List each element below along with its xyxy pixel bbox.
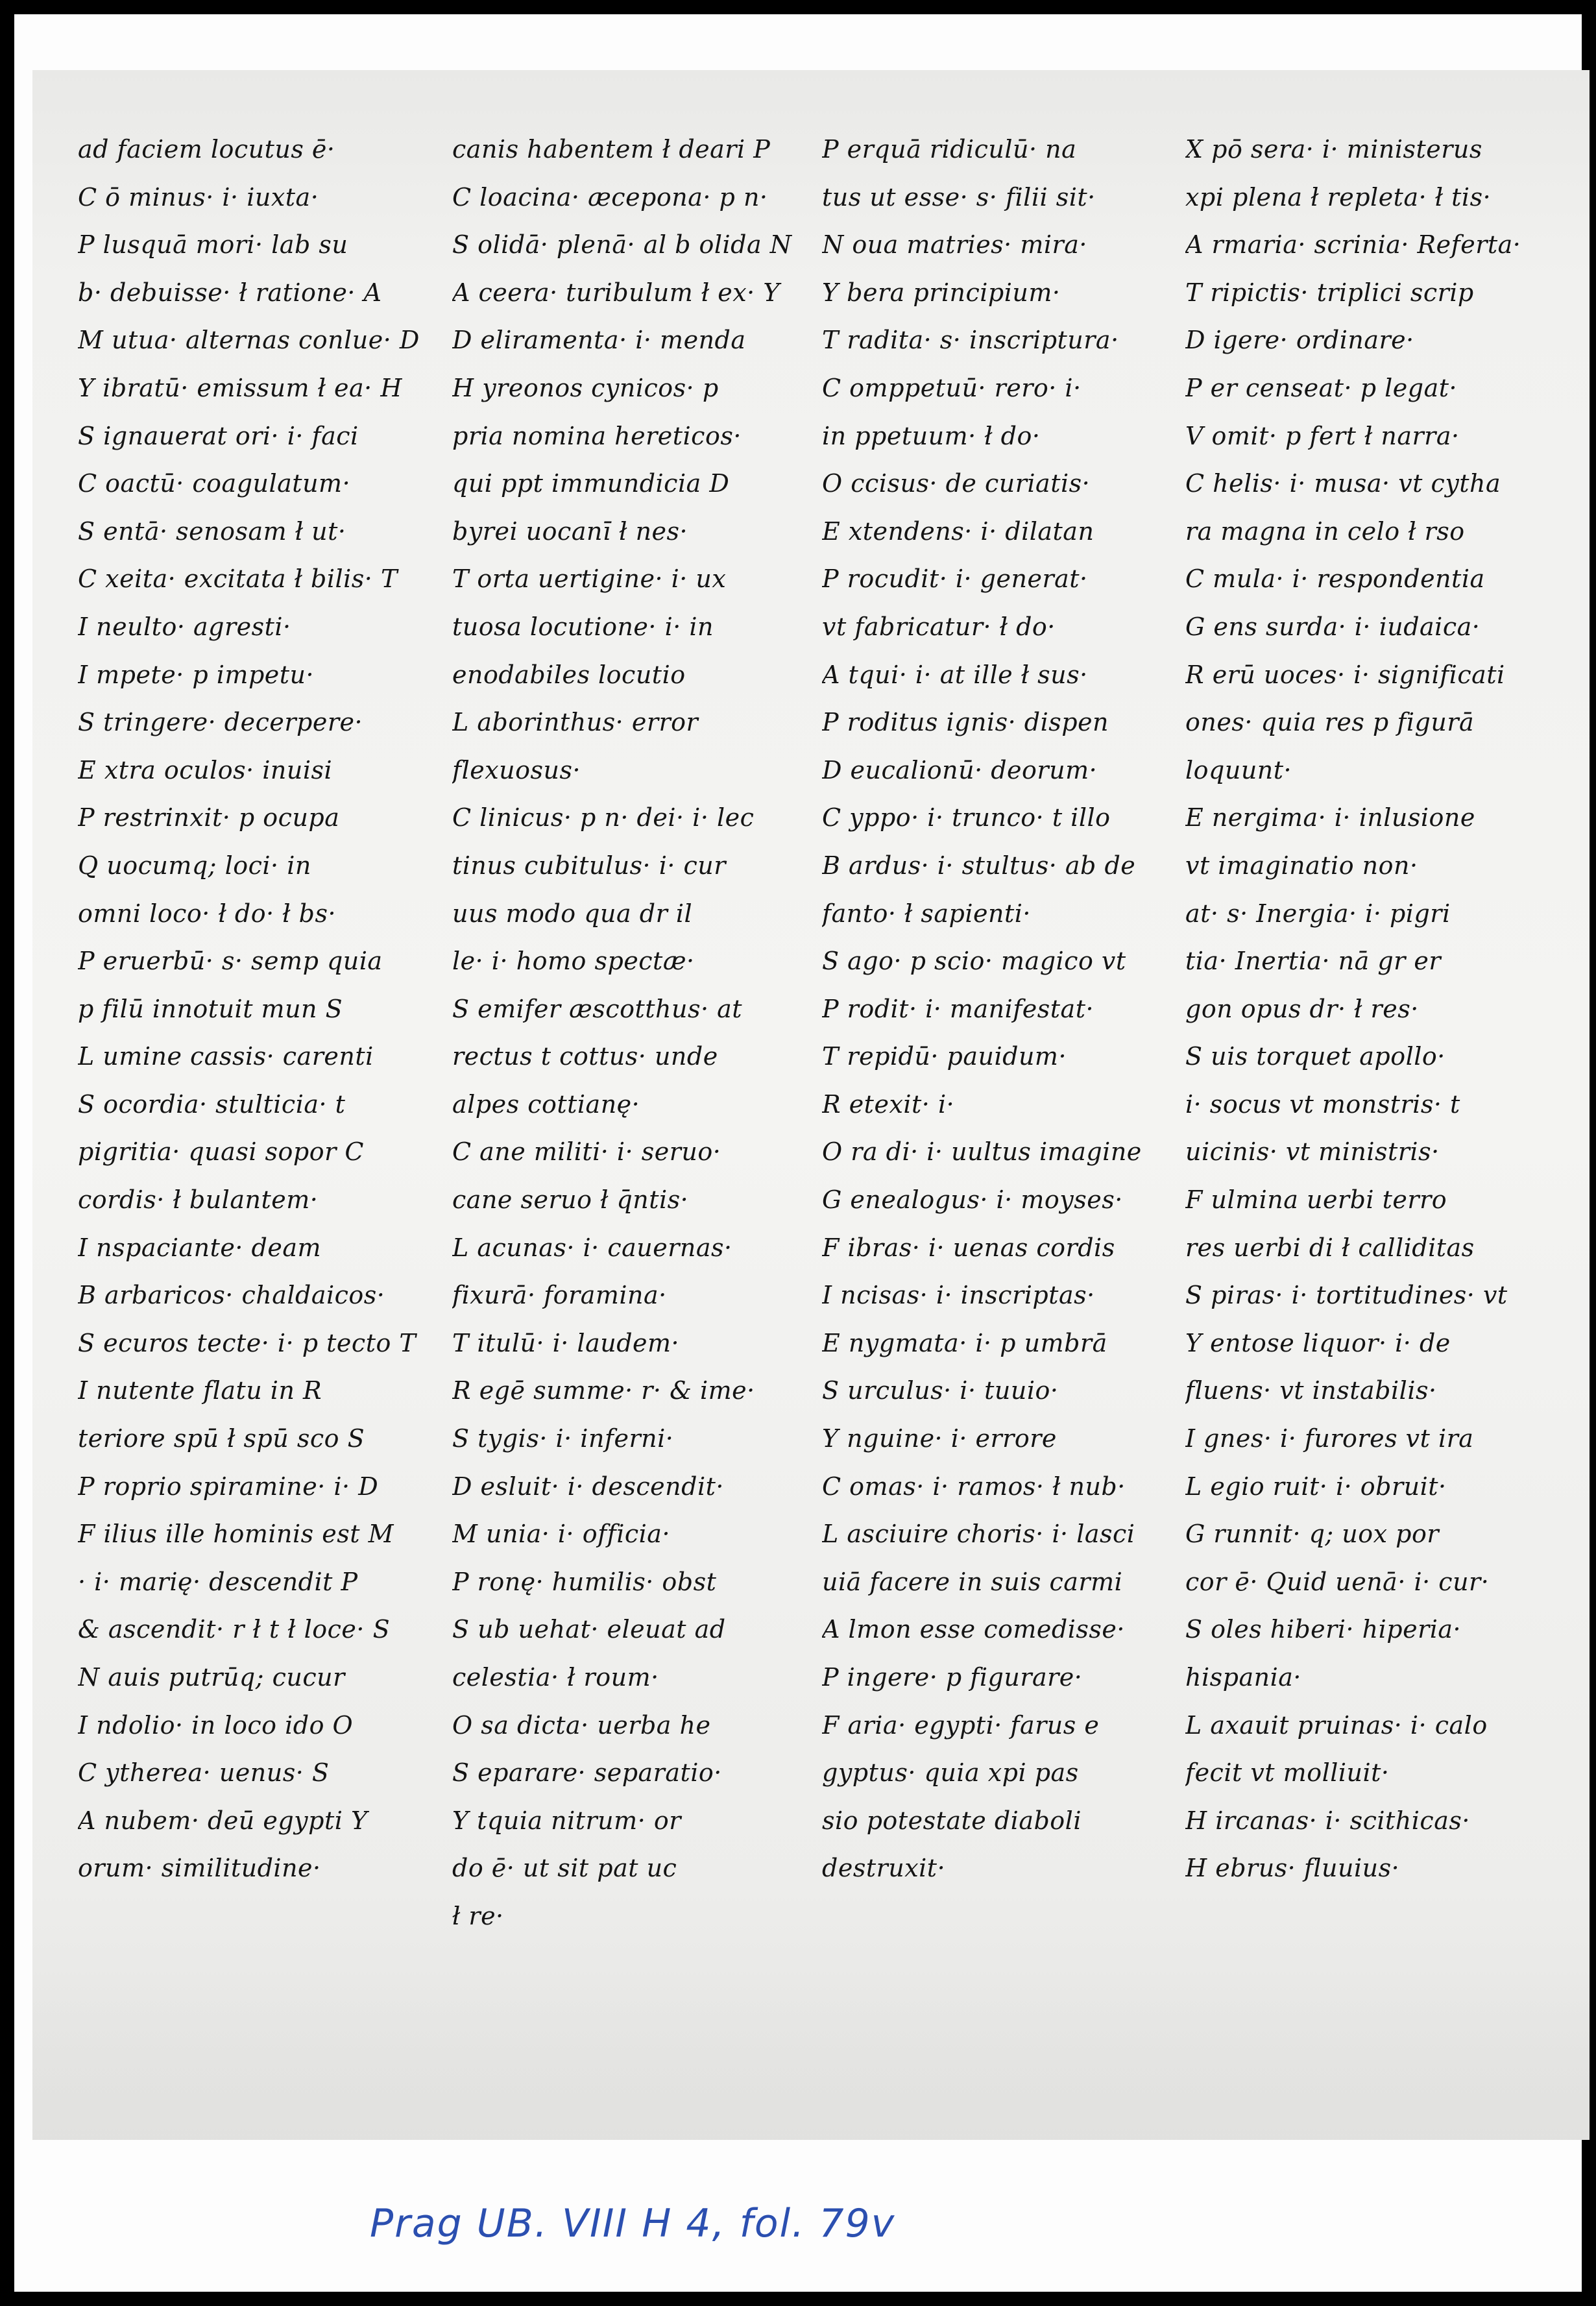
manuscript-line: & ascendit· r ł t ł loce· S [78, 1615, 391, 1644]
manuscript-line: S piras· i· tortitudines· vt [1185, 1281, 1508, 1310]
manuscript-line: B arbaricos· chaldaicos· [78, 1281, 385, 1310]
manuscript-line: C xeita· excitata ł bilis· T [78, 564, 398, 594]
manuscript-line: Y nguine· i· errore [822, 1424, 1057, 1453]
manuscript-line: O ccisus· de curiatis· [822, 469, 1091, 498]
manuscript-line: P rocudit· i· generat· [822, 564, 1088, 594]
manuscript-line: V omit· p fert ł narra· [1185, 421, 1460, 450]
manuscript-line: pigritia· quasi sopor C [78, 1137, 364, 1167]
manuscript-line: res uerbi di ł calliditas [1185, 1233, 1475, 1262]
manuscript-line: A rmaria· scrinia· Referta· [1185, 230, 1521, 260]
manuscript-line: cor ē· Quid uenā· i· cur· [1185, 1567, 1490, 1596]
manuscript-line: N auis putrūq; cucur [78, 1663, 345, 1692]
manuscript-line: I nutente flatu in R [78, 1376, 322, 1405]
manuscript-line: fixurā· foramina· [452, 1281, 667, 1310]
manuscript-line: ad faciem locutus ē· [78, 135, 335, 164]
manuscript-line: tus ut esse· s· filii sit· [822, 182, 1096, 212]
manuscript-line: uiā facere in suis carmi [822, 1567, 1123, 1596]
manuscript-line: C omas· i· ramos· ł nub· [822, 1472, 1126, 1501]
manuscript-line: F ulmina uerbi terro [1185, 1185, 1447, 1215]
manuscript-line: C oactū· coagulatum· [78, 469, 351, 498]
manuscript-line: L aborinthus· error [452, 708, 699, 737]
manuscript-line: xpi plena ł repleta· ł tis· [1185, 182, 1492, 212]
manuscript-line: i· socus vt monstris· t [1185, 1089, 1460, 1119]
manuscript-line: E xtendens· i· dilatan [822, 516, 1094, 546]
manuscript-line: sio potestate diaboli [822, 1806, 1082, 1835]
manuscript-line: · i· marię· descendit P [78, 1567, 358, 1596]
manuscript-line: fluens· vt instabilis· [1185, 1376, 1437, 1405]
manuscript-line: Q uocumq; loci· in [78, 851, 311, 880]
manuscript-line: C loacina· æcepona· p n· [452, 182, 768, 212]
manuscript-line: uicinis· vt ministris· [1185, 1137, 1440, 1167]
manuscript-line: S ago· p scio· magico vt [822, 947, 1126, 976]
manuscript-line: M unia· i· officia· [452, 1520, 671, 1549]
manuscript-line: ones· quia res p figurā [1185, 708, 1475, 737]
manuscript-line: S ub uehat· eleuat ad [452, 1615, 726, 1644]
manuscript-column-2 [452, 126, 816, 1941]
manuscript-line: ra magna in celo ł rso [1185, 516, 1465, 546]
manuscript-line: P restrinxit· p ocupa [78, 803, 340, 832]
manuscript-line: celestia· ł roum· [452, 1663, 659, 1692]
manuscript-line: T orta uertigine· i· ux [452, 564, 727, 594]
manuscript-line: L acunas· i· cauernas· [452, 1233, 732, 1262]
manuscript-line: H yreonos cynicos· p [452, 373, 719, 402]
manuscript-line: O ra di· i· uultus imagine [822, 1137, 1142, 1167]
manuscript-line: tinus cubitulus· i· cur [452, 851, 726, 880]
manuscript-column-3 [822, 126, 1185, 1893]
manuscript-line: vt imaginatio non· [1185, 851, 1418, 880]
manuscript-line: Y tquia nitrum· or [452, 1806, 681, 1835]
manuscript-line: L asciuire choris· i· lasci [822, 1520, 1135, 1549]
manuscript-line: I nspaciante· deam [78, 1233, 322, 1262]
manuscript-line: fecit vt molliuit· [1185, 1758, 1390, 1788]
manuscript-line: D esluit· i· descendit· [452, 1472, 724, 1501]
manuscript-line: orum· similitudine· [78, 1854, 321, 1883]
manuscript-line: teriore spū ł spū sco S [78, 1424, 365, 1453]
manuscript-line: I ndolio· in loco ido O [78, 1710, 354, 1740]
manuscript-line: S eparare· separatio· [452, 1758, 722, 1788]
manuscript-line: X pō sera· i· ministerus [1185, 135, 1482, 164]
manuscript-line: I ncisas· i· inscriptas· [822, 1281, 1095, 1310]
manuscript-line: fanto· ł sapienti· [822, 899, 1031, 928]
manuscript-line: C mula· i· respondentia [1185, 564, 1485, 594]
manuscript-line: P roprio spiramine· i· D [78, 1472, 379, 1501]
manuscript-line: P roditus ignis· dispen [822, 708, 1109, 737]
manuscript-line: S tringere· decerpere· [78, 708, 363, 737]
manuscript-line: C linicus· p n· dei· i· lec [452, 803, 755, 832]
manuscript-column-4 [1185, 126, 1555, 1893]
manuscript-line: in ppetuum· ł do· [822, 421, 1041, 450]
manuscript-line: S ignauerat ori· i· faci [78, 421, 359, 450]
manuscript-line: S uis torquet apollo· [1185, 1042, 1445, 1071]
manuscript-line: S tygis· i· inferni· [452, 1424, 674, 1453]
shelfmark-caption: Prag UB. VIII H 4, fol. 79v [370, 2201, 896, 2246]
manuscript-line: tia· Inertia· nā gr er [1185, 947, 1442, 976]
manuscript-line: B ardus· i· stultus· ab de [822, 851, 1136, 880]
manuscript-line: I mpete· p impetu· [78, 660, 315, 689]
manuscript-line: D eliramenta· i· menda [452, 326, 746, 355]
manuscript-line: P rodit· i· manifestat· [822, 994, 1094, 1023]
manuscript-line: M utua· alternas conlue· D [78, 326, 420, 355]
manuscript-line: F ilius ille hominis est M [78, 1520, 394, 1549]
manuscript-line: P ingere· p figurare· [822, 1663, 1083, 1692]
manuscript-line: canis habentem ł deari P [452, 135, 771, 164]
manuscript-line: C ō minus· i· iuxta· [78, 182, 319, 212]
manuscript-line: rectus t cottus· unde [452, 1042, 718, 1071]
manuscript-line: S entā· senosam ł ut· [78, 516, 346, 546]
manuscript-line: C omppetuū· rero· i· [822, 373, 1082, 402]
manuscript-line: pria nomina hereticos· [452, 421, 742, 450]
manuscript-line: I gnes· i· furores vt ira [1185, 1424, 1474, 1453]
manuscript-line: P er censeat· p legat· [1185, 373, 1458, 402]
manuscript-line: le· i· homo spectæ· [452, 947, 695, 976]
manuscript-line: P lusquā mori· lab su [78, 230, 348, 260]
manuscript-line: C helis· i· musa· vt cytha [1185, 469, 1501, 498]
manuscript-line: Y ibratū· emissum ł ea· H [78, 373, 402, 402]
manuscript-line: p filū innotuit mun S [78, 994, 343, 1023]
manuscript-line: at· s· Inergia· i· pigri [1185, 899, 1451, 928]
manuscript-line: S oles hiberi· hiperia· [1185, 1615, 1462, 1644]
manuscript-line: S urculus· i· tuuio· [822, 1376, 1059, 1405]
manuscript-line: R etexit· i· [822, 1089, 955, 1119]
manuscript-line: cane seruo ł q̄ntis· [452, 1185, 689, 1215]
manuscript-line: C ytherea· uenus· S [78, 1758, 330, 1788]
manuscript-line: S olidā· plenā· al b olida N [452, 230, 792, 260]
manuscript-line: alpes cottianę· [452, 1089, 640, 1119]
manuscript-line: A tqui· i· at ille ł sus· [822, 660, 1088, 689]
manuscript-line: A lmon esse comedisse· [822, 1615, 1125, 1644]
manuscript-line: uus modo qua dr il [452, 899, 693, 928]
manuscript-line: C yppo· i· trunco· t illo [822, 803, 1111, 832]
manuscript-line: destruxit· [822, 1854, 946, 1883]
manuscript-line: Y bera principium· [822, 278, 1061, 307]
manuscript-line: L axauit pruinas· i· calo [1185, 1710, 1488, 1740]
manuscript-line: A nubem· deū egypti Y [78, 1806, 368, 1835]
manuscript-line: b· debuisse· ł ratione· A [78, 278, 382, 307]
manuscript-line: F ibras· i· uenas cordis [822, 1233, 1115, 1262]
manuscript-line: L umine cassis· carenti [78, 1042, 374, 1071]
manuscript-line: omni loco· ł do· ł bs· [78, 899, 337, 928]
manuscript-line: enodabiles locutio [452, 660, 686, 689]
manuscript-line: P ronę· humilis· obst [452, 1567, 717, 1596]
manuscript-line: T repidū· pauidum· [822, 1042, 1067, 1071]
manuscript-line: G enealogus· i· moyses· [822, 1185, 1123, 1215]
manuscript-line: L egio ruit· i· obruit· [1185, 1472, 1447, 1501]
manuscript-line: P eruerbū· s· semp quia [78, 947, 383, 976]
manuscript-line: vt fabricatur· ł do· [822, 612, 1056, 641]
manuscript-column-1 [78, 126, 441, 1893]
manuscript-line: do ē· ut sit pat uc [452, 1854, 677, 1883]
manuscript-line: O sa dicta· uerba he [452, 1710, 711, 1740]
manuscript-line: A ceera· turibulum ł ex· Y [452, 278, 780, 307]
manuscript-line: ł re· [452, 1901, 504, 1930]
manuscript-line: gon opus dr· ł res· [1185, 994, 1419, 1023]
manuscript-line: S ocordia· stulticia· t [78, 1089, 346, 1119]
manuscript-line: F aria· egypti· farus e [822, 1710, 1100, 1740]
manuscript-line: E xtra oculos· inuisi [78, 755, 333, 784]
manuscript-line: H ebrus· fluuius· [1185, 1854, 1400, 1883]
manuscript-line: tuosa locutione· i· in [452, 612, 714, 641]
manuscript-line: T ripictis· triplici scrip [1185, 278, 1474, 307]
manuscript-line: gyptus· quia xpi pas [822, 1758, 1079, 1788]
manuscript-line: qui ppt immundicia D [452, 469, 730, 498]
manuscript-line: E nergima· i· inlusione [1185, 803, 1475, 832]
manuscript-line: flexuosus· [452, 755, 581, 784]
manuscript-line: E nygmata· i· p umbrā [822, 1328, 1107, 1357]
manuscript-line: N oua matries· mira· [822, 230, 1087, 260]
manuscript-line: D igere· ordinare· [1185, 326, 1414, 355]
manuscript-line: D eucalionū· deorum· [822, 755, 1098, 784]
manuscript-line: hispania· [1185, 1663, 1301, 1692]
manuscript-line: S emifer æscotthus· at [452, 994, 743, 1023]
manuscript-line: R egē summe· r· & ime· [452, 1376, 755, 1405]
manuscript-line: S ecuros tecte· i· p tecto T [78, 1328, 417, 1357]
manuscript-line: R erū uoces· i· significati [1185, 660, 1505, 689]
manuscript-line: G ens surda· i· iudaica· [1185, 612, 1481, 641]
manuscript-line: H ircanas· i· scithicas· [1185, 1806, 1470, 1835]
manuscript-line: Y entose liquor· i· de [1185, 1328, 1451, 1357]
manuscript-line: G runnit· q; uox por [1185, 1520, 1440, 1549]
manuscript-line: loquunt· [1185, 755, 1292, 784]
manuscript-line: cordis· ł bulantem· [78, 1185, 319, 1215]
manuscript-line: byrei uocanī ł nes· [452, 516, 688, 546]
manuscript-line: I neulto· agresti· [78, 612, 291, 641]
manuscript-line: P erquā ridiculū· na [822, 135, 1077, 164]
manuscript-line: C ane militi· i· seruo· [452, 1137, 721, 1167]
manuscript-line: T radita· s· inscriptura· [822, 326, 1119, 355]
manuscript-line: T itulū· i· laudem· [452, 1328, 680, 1357]
